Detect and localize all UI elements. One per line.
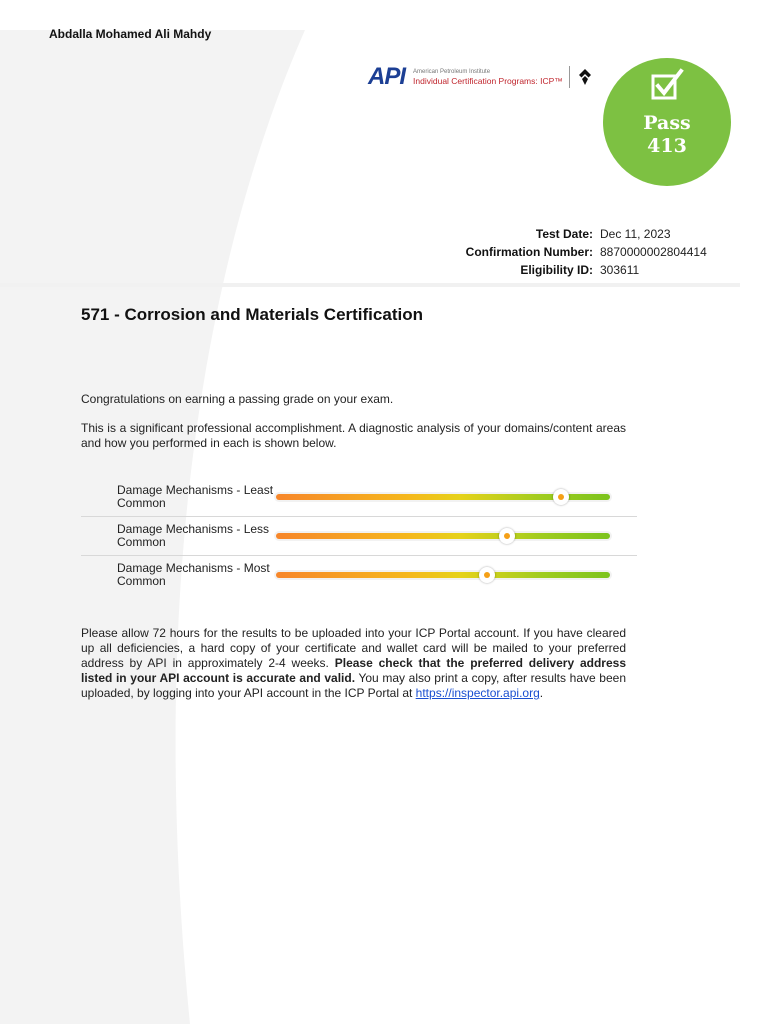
checkmark-box-icon <box>650 68 684 102</box>
logo-separator <box>569 66 570 88</box>
exam-info-table <box>463 225 720 279</box>
info-row-eligibility-id <box>463 261 720 279</box>
info-row-confirmation-number <box>463 243 720 261</box>
performance-marker <box>499 528 515 544</box>
api-logo-mark <box>368 65 405 89</box>
domain-performance-list <box>81 478 637 594</box>
logo-program-name: Individual Certification Programs: ICP™ <box>413 75 563 86</box>
domain-label: Damage Mechanisms - Less Common <box>117 522 270 549</box>
performance-bar-gradient <box>276 572 610 578</box>
info-value: 303611 <box>600 263 640 277</box>
header-divider <box>0 283 740 287</box>
notice-end: . <box>539 686 544 700</box>
performance-bar <box>274 531 612 541</box>
congrats-text: Congratulations on earning a passing grade on your exam. <box>81 392 394 406</box>
info-label: Confirmation Number: <box>465 245 593 259</box>
notice-text-continued: You may also print a copy, after results have been uploaded, by logging into your API account in the ICP Portal at <box>81 671 626 700</box>
results-notice <box>81 626 626 701</box>
notice-text: Please allow 72 hours for the results to be uploaded into your ICP Portal account. If you have cleared up all deficiencies, a hard copy of your certificate and wallet card will be mailed to your preferred address by API in approximately 2-4 weeks. <box>81 626 626 670</box>
api-logo-letters: API <box>368 63 406 90</box>
performance-marker <box>479 567 495 583</box>
info-value: 8870000002804414 <box>600 245 707 259</box>
performance-bar <box>274 492 612 502</box>
domain-row <box>81 556 637 594</box>
pass-score: 413 <box>647 135 687 157</box>
domain-label: Damage Mechanisms - Most Common <box>117 561 270 588</box>
info-row-test-date <box>463 225 720 243</box>
info-value: Dec 11, 2023 <box>600 227 671 241</box>
performance-marker <box>553 489 569 505</box>
info-label: Test Date: <box>535 227 593 241</box>
domain-row <box>81 517 637 556</box>
api-logo <box>368 64 594 90</box>
performance-bar-gradient <box>276 533 610 539</box>
diamond-logo-icon <box>576 68 594 86</box>
info-label: Eligibility ID: <box>520 263 593 277</box>
pass-badge <box>603 58 731 186</box>
intro-text: This is a significant professional accomplishment. A diagnostic analysis of your domains/content areas and how you performed in each is shown below. <box>81 421 626 450</box>
domain-row <box>81 478 637 517</box>
performance-bar <box>274 570 612 580</box>
domain-label: Damage Mechanisms - Least Common <box>117 483 274 510</box>
notice-bold-text: Please check that the preferred delivery address listed in your API account is accurate and valid. <box>81 656 626 685</box>
logo-org-name: American Petroleum Institute <box>413 68 491 75</box>
portal-link[interactable]: https://inspector.api.org <box>415 686 540 700</box>
pass-label: Pass <box>643 112 691 134</box>
candidate-name: Abdalla Mohamed Ali Mahdy <box>49 27 212 41</box>
exam-title: 571 - Corrosion and Materials Certification <box>81 305 423 324</box>
